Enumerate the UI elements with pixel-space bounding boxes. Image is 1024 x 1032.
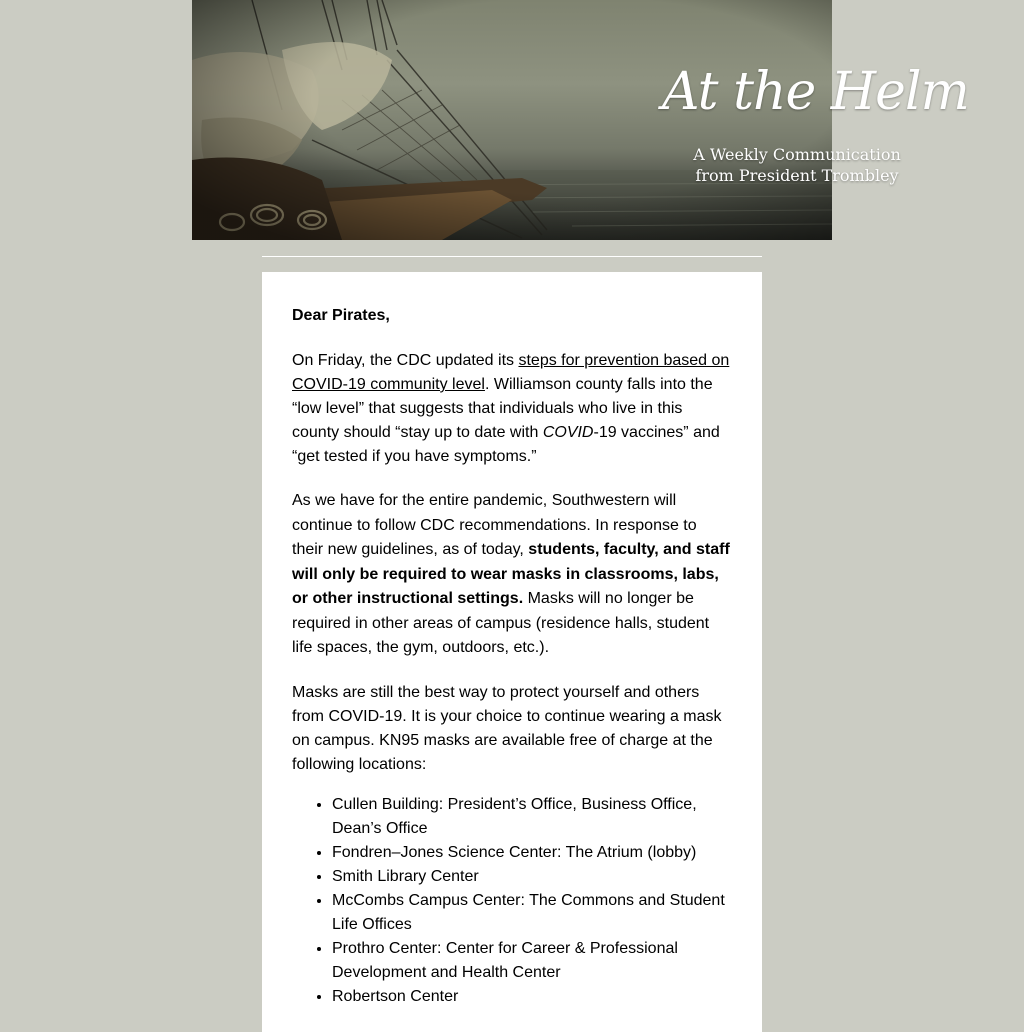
list-item: • Smith Library Center — [332, 865, 732, 889]
list-item: • Prothro Center: Center for Career & Professional Development and Health Center — [332, 937, 732, 985]
paragraph-cdc-update — [292, 349, 732, 469]
header-divider — [262, 256, 762, 257]
p1-text-end: -19 vaccines” and “get tested if you have symptoms.” — [292, 424, 720, 465]
list-item: • McCombs Campus Center: The Commons and Student Life Offices — [332, 889, 732, 937]
p2-text-start: As we have for the entire pandemic, Southwestern will continue to follow CDC recommendations. In response to their new guidelines, as of today, — [292, 492, 697, 558]
mask-locations-list — [292, 793, 732, 1009]
banner-subtitle-line2: from President Trombley — [695, 166, 899, 185]
header-banner — [192, 0, 969, 240]
p2-mask-requirement: students, faculty, and staff will only be required to wear masks in classrooms, labs, or other instructional settings. — [292, 541, 730, 607]
list-item: • Robertson Center — [332, 985, 732, 1009]
list-item: • Cullen Building: President’s Office, Business Office, Dean’s Office — [332, 793, 732, 841]
p2-text-end: Masks will no longer be required in other areas of campus (residence halls, student life spaces, the gym, outdoors, etc.). — [292, 590, 710, 656]
paragraph-mask-availability: Masks are still the best way to protect yourself and others from COVID-19. It is your choice to continue wearing a mask on campus. KN95 masks are available free of charge at the following locations: — [292, 683, 722, 773]
cdc-prevention-link[interactable]: steps for prevention based on COVID-19 community level — [292, 352, 730, 393]
list-item: • Fondren–Jones Science Center: The Atrium (lobby) — [332, 841, 732, 865]
letter-body — [262, 272, 762, 1032]
banner-subtitle — [647, 144, 947, 186]
p1-text-start: On Friday, the CDC updated its — [292, 352, 519, 369]
p1-text-middle: . Williamson county falls into the “low level” that suggests that individuals who live in this county should “stay up to date with — [292, 376, 713, 441]
banner-subtitle-line1: A Weekly Communication — [693, 145, 901, 164]
p1-italic-covid: COVID — [542, 424, 594, 441]
letter-greeting: Dear Pirates, — [292, 307, 390, 324]
banner-title: At the Helm — [662, 62, 969, 122]
paragraph-mask-policy — [292, 489, 732, 661]
